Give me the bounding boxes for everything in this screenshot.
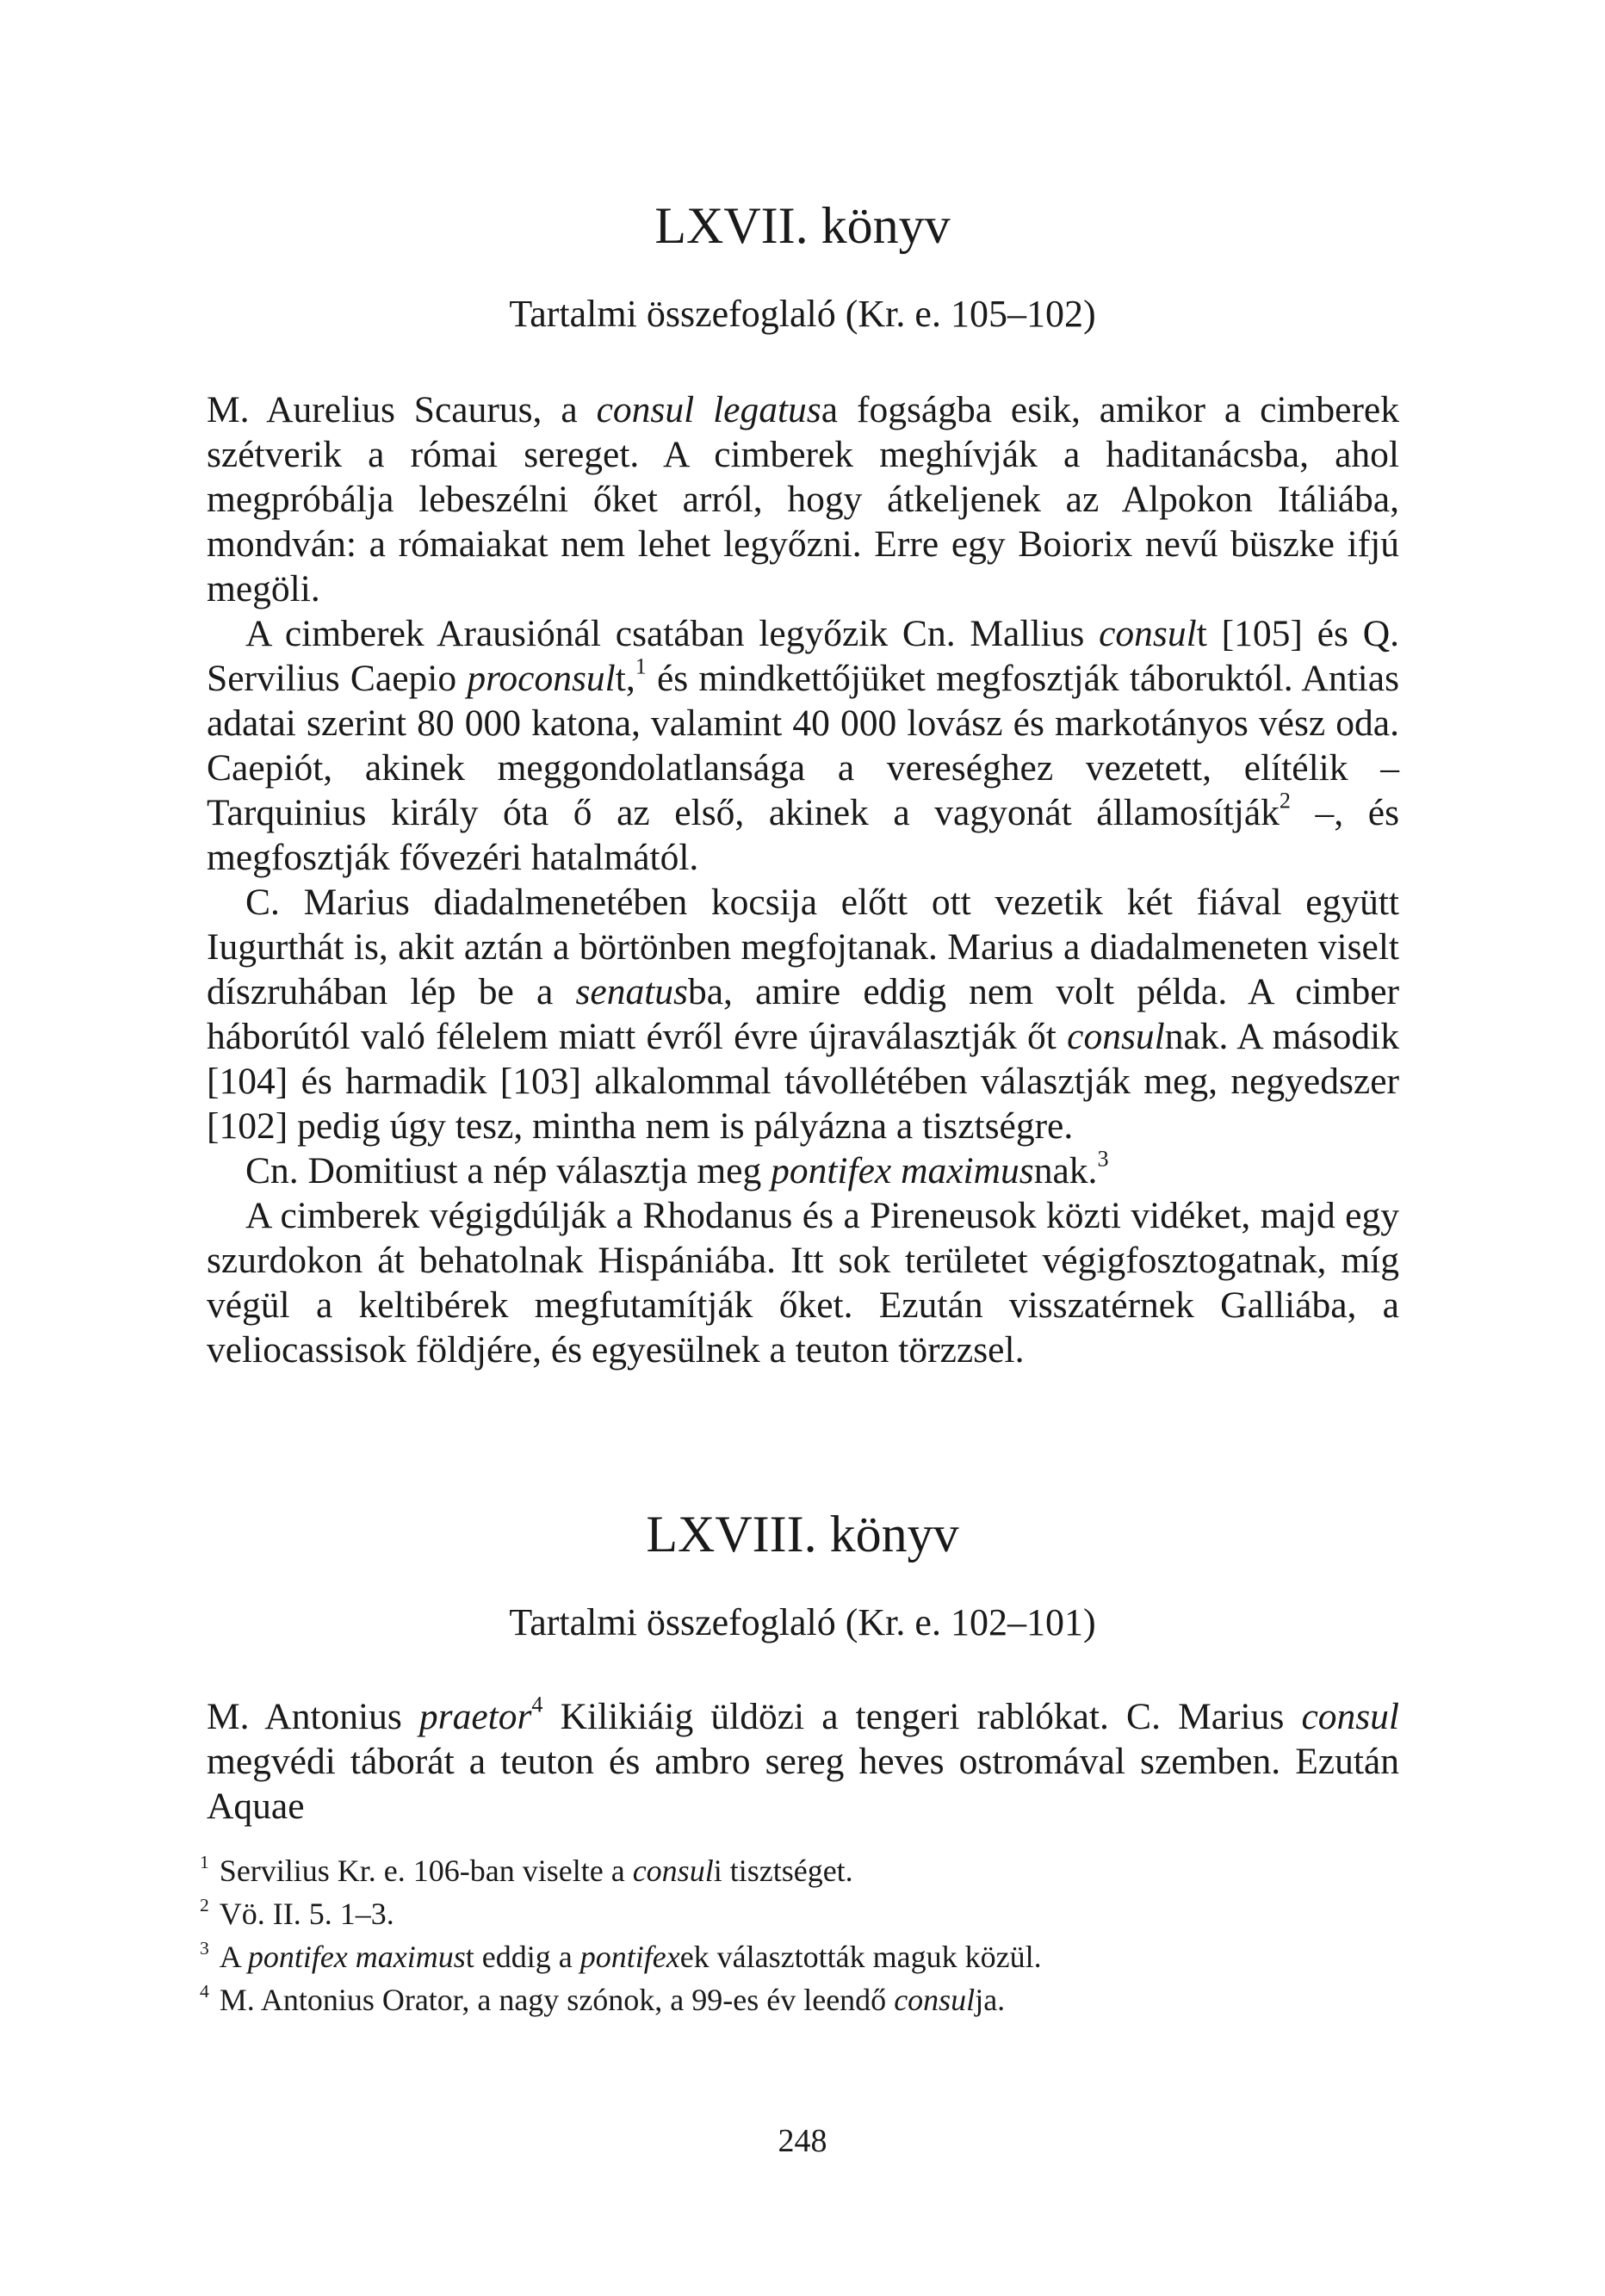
- footnote-ref-4[interactable]: 4: [531, 1692, 543, 1717]
- footnote-ref-2[interactable]: 2: [1279, 788, 1291, 814]
- footnote-1: $^1$ Servilius Kr. e. 106-ban viselte a consuli tisztséget.: [200, 1851, 853, 1888]
- page-number: 248: [778, 2123, 827, 2159]
- paragraph-scaurus: M. Aurelius Scaurus, a consul legatusa fogságba esik, amikor a cimberek szétverik a római sereget. A cimberek meghívják a haditanácsba, ahol megpróbálja lebeszélni őket arról, hogy átkeljenek az Alpokon Itáliába, mondván: a rómaiakat nem lehet legyőzni. Erre egy Boiorix nevű büszke ifjú megöli.: [207, 389, 1399, 610]
- summary-heading-lxviii: Tartalmi összefoglaló (Kr. e. 102–101): [509, 1601, 1096, 1643]
- book-title-lxvii: LXVII. könyv: [654, 197, 951, 254]
- paragraph-domitius: Cn. Domitiust a nép választja meg pontifex maximusnak.$^3$: [245, 1146, 1109, 1191]
- footnote-4: $^4$ M. Antonius Orator, a nagy szónok, a 99-es év leendő consulja.: [200, 1980, 1006, 2017]
- footnote-ref-3[interactable]: 3: [1097, 1146, 1109, 1172]
- book-title-lxviii: LXVIII. könyv: [646, 1506, 959, 1563]
- summary-body-lxviii: [207, 1694, 1399, 1829]
- paragraph-marius-triumph: C. Marius diadalmenetében kocsija előtt ott vezetik két fiával együtt Iugurthát is, akit aztán a börtönben megfojtanak. Marius a diadalmeneten viselt díszruhában lép be a senatusba, amire eddig nem volt példa. A cimber háborútól való félelem miatt évről évre újraválasztják őt consulnak. A második [104] és harmadik [103] alkalommal távollétében választják meg, negyedszer [102] pedig úgy tesz, mintha nem is pályázna a tisztségre.: [207, 882, 1399, 1147]
- paragraph-cimbri-hispania: A cimberek végigdúlják a Rhodanus és a Pireneusok közti vidéket, majd egy szurdokon át behatolnak Hispániába. Itt sok területet végigfosztogatnak, míg végül a keltibérek megfutamítják őket. Ezután visszatérnek Galliába, a veliocassisok földjére, és egyesülnek a teuton törzzsel.: [207, 1195, 1399, 1371]
- footnotes: [200, 1849, 1405, 2021]
- summary-heading-lxvii: Tartalmi összefoglaló (Kr. e. 105–102): [509, 293, 1096, 335]
- paragraph-antonius: M. Antonius praetor$^4$ Kilikiáig üldözi a tengeri rablókat. C. Marius consul megvédi táborát a teuton és ambro sereg heves ostromával szemben. Ezután Aquae: [207, 1692, 1400, 1827]
- footnote-2: $^2$ Vö. II. 5. 1–3.: [200, 1894, 394, 1931]
- footnote-ref-1[interactable]: 1: [635, 653, 647, 679]
- paragraph-arausio: A cimberek Arausiónál csatában legyőzik Cn. Mallius consult [105] és Q. Servilius Caepio proconsult,$^1$ és mindkettőjüket megfosztják táboruktól. Antias adatai szerint 80 000 katona, valamint 40 000 lovász és markotányos vész oda. Caepiót, akinek meggondolatlansága a vereséghez vezetett, elítélik – Tarquinius király óta ő az első, akinek a vagyonát államosítják$^2$ –, és megfosztják fővezéri hatalmától.: [207, 613, 1399, 878]
- footnote-3: $^3$ A pontifex maximust eddig a pontifexek választották maguk közül.: [200, 1937, 1042, 1974]
- summary-body-lxvii: [207, 387, 1399, 1372]
